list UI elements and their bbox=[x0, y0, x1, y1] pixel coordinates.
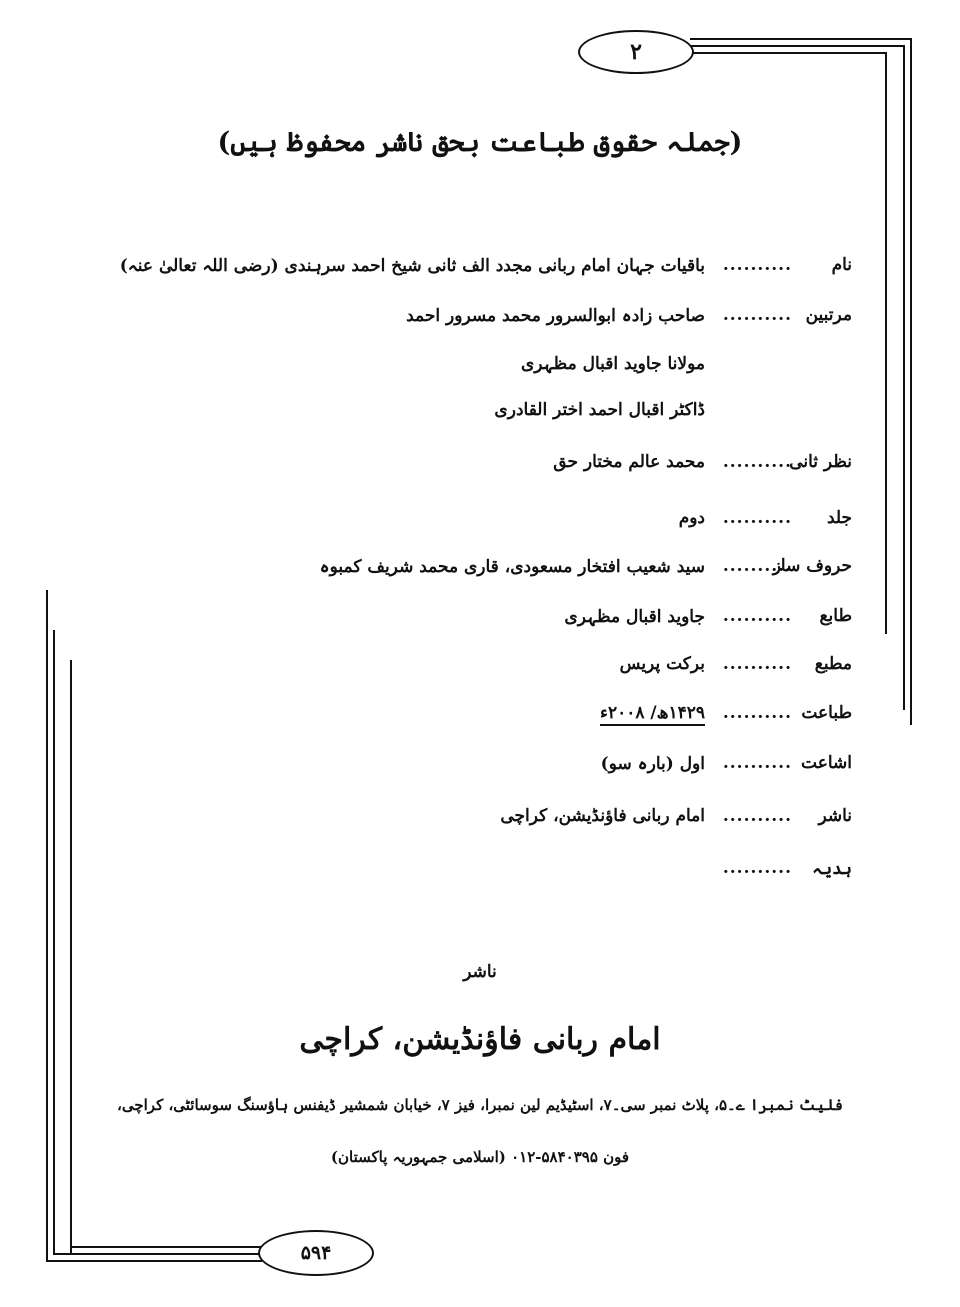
detail-label: مرتبین bbox=[805, 305, 852, 325]
detail-label: حروف ساز bbox=[772, 556, 852, 576]
detail-value: اول (بارہ سو) bbox=[600, 754, 705, 774]
detail-dots: .......... bbox=[722, 508, 792, 528]
detail-value: امام ربانی فاؤنڈیشن، کراچی bbox=[500, 806, 705, 826]
detail-label: ہدیہ bbox=[812, 859, 852, 879]
detail-dots: .......... bbox=[722, 753, 792, 773]
frame-bottom-line-3 bbox=[70, 1246, 262, 1248]
detail-value: باقیات جہان امام ربانی مجدد الف ثانی شیخ احمد سرہندی (رضی اللہ تعالیٰ عنہ) bbox=[119, 256, 705, 276]
page-number-bottom: ۵۹۴ bbox=[258, 1230, 374, 1276]
detail-value: دوم bbox=[678, 508, 705, 528]
detail-label: طباعت bbox=[801, 703, 852, 723]
detail-value: برکت پریس bbox=[619, 654, 705, 674]
copyright-heading: (جملہ حقوق طباعت بحق ناشر محفوظ ہیں) bbox=[217, 127, 743, 158]
detail-dots: .......... bbox=[722, 255, 792, 275]
detail-label: نظر ثانی bbox=[789, 452, 852, 472]
detail-value: سید شعیب افتخار مسعودی، قاری محمد شریف کمبوہ bbox=[319, 557, 705, 577]
detail-dots: .......... bbox=[722, 806, 792, 826]
frame-top-line-3 bbox=[690, 52, 887, 54]
publisher-address: فلیٹ نمبرا ے۔۵، پلاٹ نمبر سی۔۷، اسٹیڈیم لین نمبرا، فیز ۷، خیابان شمشیر ڈیفنس ہاؤسنگ سوسائٹی، کراچی، bbox=[117, 1096, 843, 1114]
detail-dots: .......... bbox=[722, 858, 792, 878]
publisher-caption: ناشر bbox=[463, 962, 497, 982]
detail-label: جلد bbox=[826, 508, 852, 528]
detail-label: اشاعت bbox=[801, 753, 852, 773]
detail-value: مولانا جاوید اقبال مظہری bbox=[520, 354, 705, 374]
detail-dots: .......... bbox=[722, 452, 792, 472]
detail-label: ناشر bbox=[818, 806, 852, 826]
publisher-name: امام ربانی فاؤنڈیشن، کراچی bbox=[299, 1022, 661, 1057]
detail-dots: .......... bbox=[722, 654, 792, 674]
detail-dots: .......... bbox=[722, 703, 792, 723]
detail-value: جاوید اقبال مظہری bbox=[564, 607, 705, 627]
frame-top-line-2 bbox=[690, 45, 905, 47]
detail-dots: .......... bbox=[722, 606, 792, 626]
publisher-phone: فون ۵۸۴۰۳۹۵-۰۱۲ (اسلامی جمہوریہ پاکستان) bbox=[330, 1148, 630, 1166]
detail-value: صاحب زادہ ابوالسرور محمد مسرور احمد bbox=[406, 306, 705, 326]
detail-label: نام bbox=[831, 255, 852, 275]
detail-value: محمد عالم مختار حق bbox=[553, 452, 705, 472]
detail-label: مطبع bbox=[814, 654, 852, 674]
detail-dots: .......... bbox=[722, 556, 792, 576]
detail-label: طابع bbox=[819, 606, 852, 626]
detail-value: ڈاکٹر اقبال احمد اختر القادری bbox=[494, 400, 705, 420]
page-number-top: ۲ bbox=[578, 30, 694, 74]
frame-bottom-line-1 bbox=[46, 1260, 262, 1262]
frame-top-line-1 bbox=[690, 38, 912, 40]
detail-value: ۱۴۲۹ھ/ ۲۰۰۸ء bbox=[600, 703, 705, 726]
frame-bottom-line-2 bbox=[53, 1253, 262, 1255]
detail-dots: .......... bbox=[722, 305, 792, 325]
